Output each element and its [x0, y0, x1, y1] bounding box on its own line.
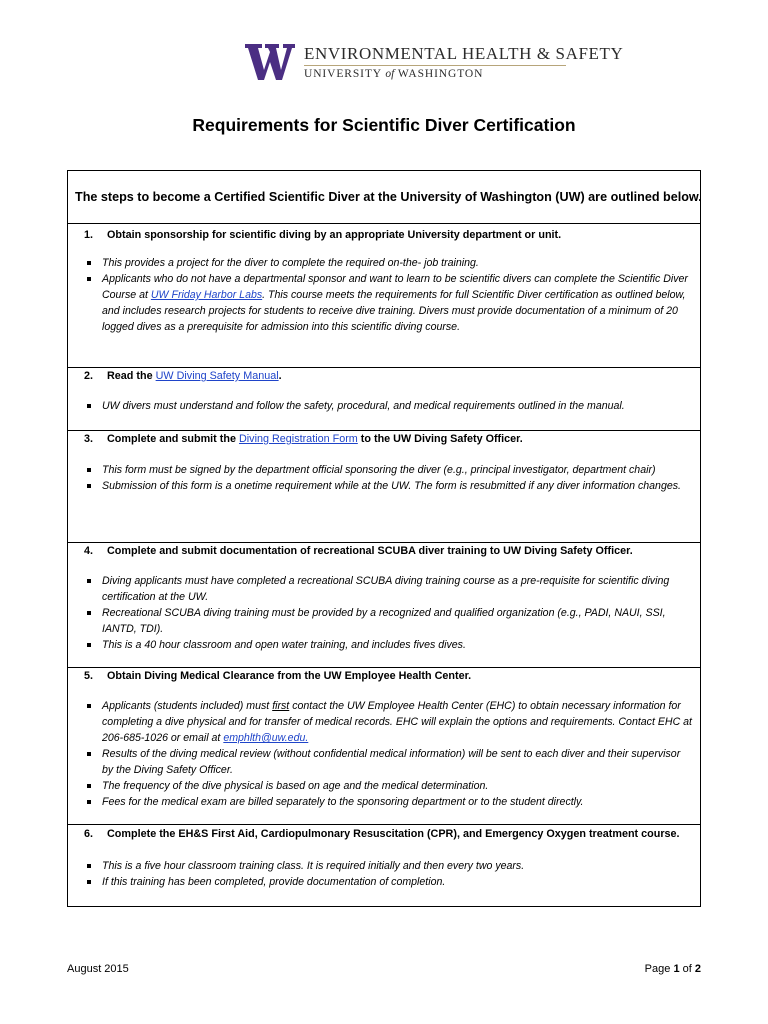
list-item: The frequency of the dive physical is based on age and the medical determination. [84, 778, 694, 794]
bullet-list [84, 398, 694, 414]
step-heading: 6. Complete the EH&S First Aid, Cardiopulmonary Resuscitation (CPR), and Emergency Oxygen treatment course. [84, 828, 680, 840]
list-item: If this training has been completed, provide documentation of completion. [84, 874, 694, 890]
list-item: Applicants (students included) must first contact the UW Employee Health Center (EHC) to obtain necessary information for completing a dive physical and for transfer of medical records. EHC will explain the options and requirements. Contact EHC at 206-685-1026 or email at emphlth@uw.edu. [84, 698, 694, 746]
list-item: Diving applicants must have completed a recreational SCUBA diving training course as a pre-requisite for scientific diving certification at the UW. [84, 573, 694, 605]
list-item: Fees for the medical exam are billed separately to the sponsoring department or to the student directly. [84, 794, 694, 810]
bullet-list [84, 858, 694, 890]
page-number: Page 1 of 2 [644, 963, 701, 975]
step-heading: 4. Complete and submit documentation of recreational SCUBA diver training to UW Diving Safety Officer. [84, 545, 633, 557]
list-item: This is a five hour classroom training class. It is required initially and then every two years. [84, 858, 694, 874]
document-title: Requirements for Scientific Diver Certification [192, 115, 576, 135]
diving-safety-manual-link[interactable]: UW Diving Safety Manual [155, 370, 279, 382]
list-item: This is a 40 hour classroom and open water training, and includes fives dives. [84, 637, 694, 653]
step-heading: 2. Read the UW Diving Safety Manual. [84, 370, 282, 382]
step-3 [68, 431, 700, 543]
list-item: UW divers must understand and follow the safety, procedural, and medical requirements outlined in the manual. [84, 398, 694, 414]
bullet-list [84, 573, 694, 653]
bullet-list [84, 698, 694, 810]
step-1 [68, 225, 700, 368]
uw-ehs-logo [245, 44, 624, 84]
friday-harbor-labs-link[interactable]: UW Friday Harbor Labs [150, 289, 263, 301]
step-heading: 5. Obtain Diving Medical Clearance from the UW Employee Health Center. [84, 670, 472, 682]
step-heading: 1. Obtain sponsorship for scientific diving by an appropriate University department or unit. [84, 229, 562, 241]
step-5 [68, 668, 700, 825]
university-name: UNIVERSITY of WASHINGTON [304, 68, 484, 80]
list-item: Applicants who do not have a departmental sponsor and want to learn to be scientific divers can complete the Scientific Diver Course at UW Friday Harbor Labs. This course meets the requirements for full Scientific Diver certification as outlined below, and includes research projects for students to receive dive training. Divers must provide documentation of a minimum of 20 logged dives as a prerequisite for admission into this scientific diving course. [84, 271, 694, 335]
step-4 [68, 543, 700, 668]
org-name: ENVIRONMENTAL HEALTH & SAFETY [304, 44, 624, 63]
step-2 [68, 368, 700, 431]
list-item: Submission of this form is a onetime requirement while at the UW. The form is resubmitted if any diver information changes. [84, 478, 694, 494]
footer-date: August 2015 [67, 963, 129, 975]
step-6 [68, 825, 700, 905]
bullet-list [84, 462, 694, 494]
list-item: This form must be signed by the department official sponsoring the diver (e.g., principal investigator, department chair) [84, 462, 694, 478]
requirements-table [67, 170, 701, 907]
list-item: This provides a project for the diver to complete the required on-the- job training. [84, 255, 694, 271]
diving-registration-form-link[interactable]: Diving Registration Form [238, 433, 358, 445]
list-item: Recreational SCUBA diving training must be provided by a recognized and qualified organization (e.g., PADI, NAUI, SSI, IANTD, TDI). [84, 605, 694, 637]
uw-w-logo-icon [245, 44, 295, 80]
intro-row: The steps to become a Certified Scientific Diver at the University of Washington (UW) are outlined below. [68, 171, 700, 224]
ehc-email-link[interactable]: emphlth@uw.edu. [223, 732, 309, 744]
list-item: Results of the diving medical review (without confidential medical information) will be sent to each diver and their supervisor by the Diving Safety Officer. [84, 746, 694, 778]
bullet-list [84, 255, 694, 335]
step-heading: 3. Complete and submit the Diving Registration Form to the UW Diving Safety Officer. [84, 433, 523, 445]
logo-divider [304, 65, 566, 66]
